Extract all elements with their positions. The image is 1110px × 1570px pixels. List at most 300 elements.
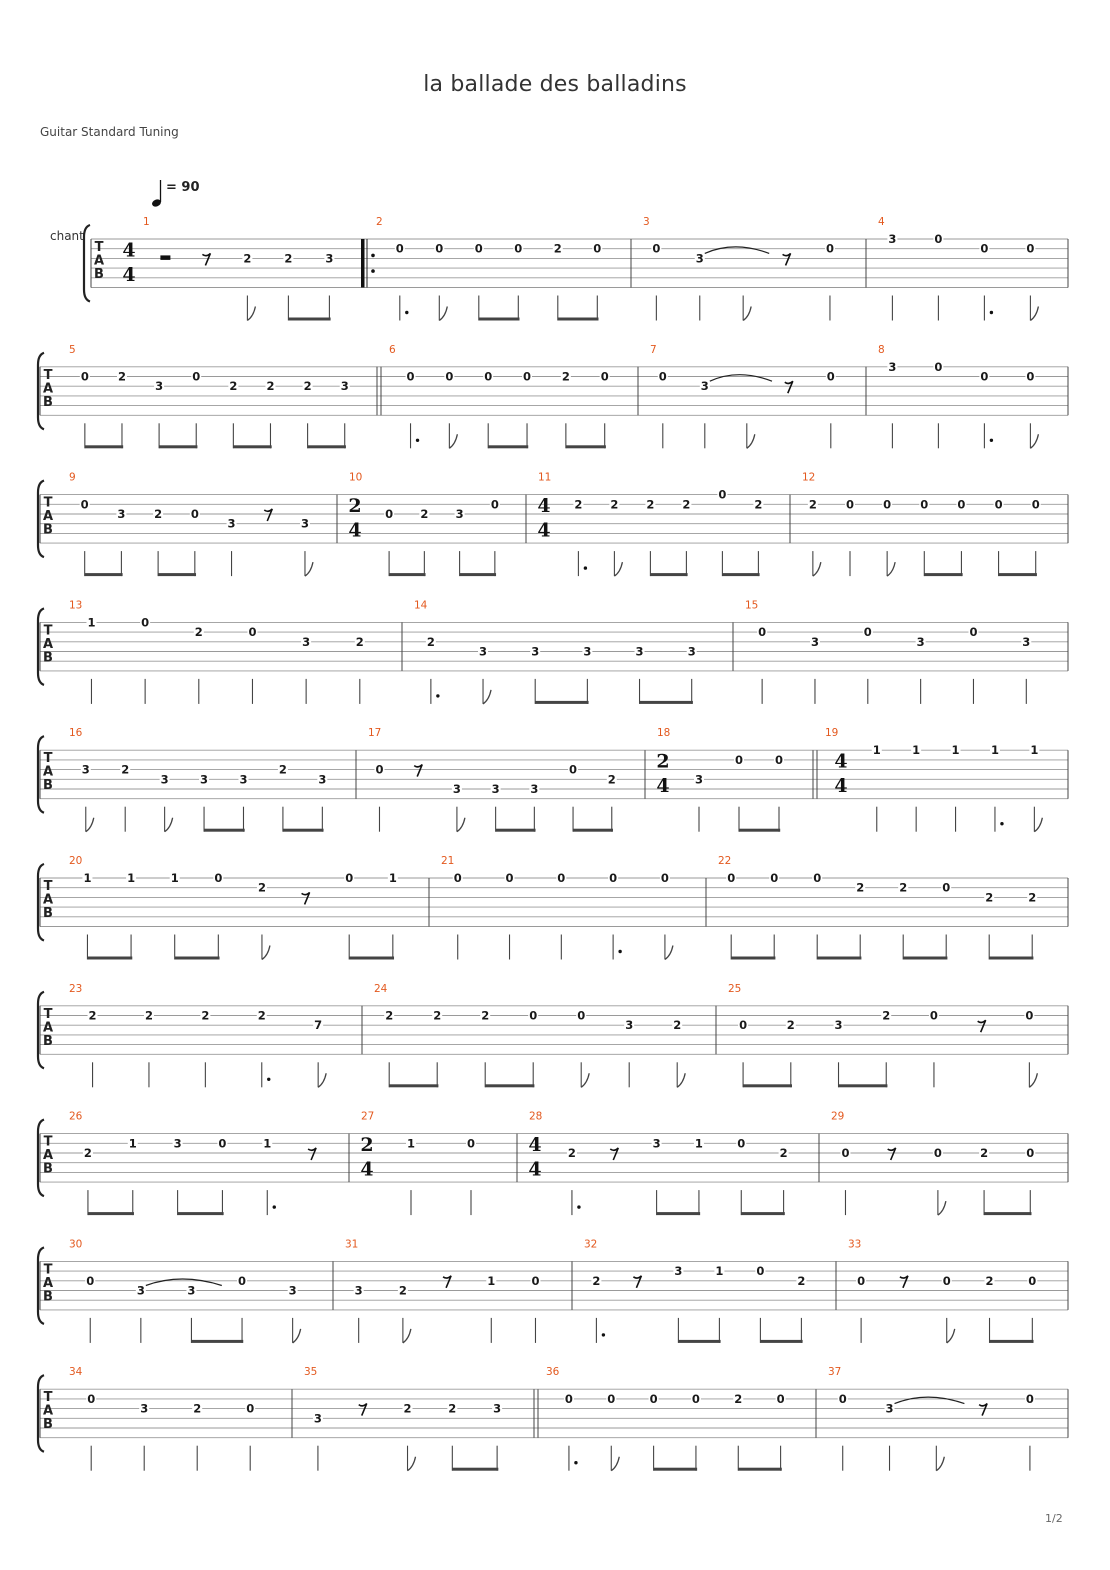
fret-number: 0 <box>484 369 493 384</box>
eighth-rest <box>202 253 210 265</box>
fret-number: 0 <box>942 880 951 895</box>
fret-number: 2 <box>403 1401 412 1416</box>
fret-number: 0 <box>734 752 744 767</box>
fret-number: 3 <box>888 359 897 374</box>
fret-number: 2 <box>266 379 275 394</box>
fret-number: 0 <box>863 625 872 640</box>
fret-number: 3 <box>652 1136 661 1151</box>
fret-number: 3 <box>674 1264 683 1279</box>
fret-number: 1 <box>263 1136 272 1151</box>
fret-number: 2 <box>607 772 616 787</box>
fret-number: 0 <box>845 497 855 512</box>
fret-number: 0 <box>1031 497 1040 512</box>
fret-number: 0 <box>248 625 257 640</box>
dot-augmentation <box>602 1333 605 1336</box>
beam <box>989 957 1033 960</box>
note-flag <box>293 1329 301 1343</box>
time-signature-denominator: 4 <box>537 519 551 542</box>
note-flag <box>457 818 465 832</box>
fret-number: 0 <box>920 497 929 512</box>
fret-number: 3 <box>694 772 704 787</box>
beam <box>722 573 759 576</box>
tab-clef-letter: A <box>42 1020 54 1036</box>
tab-clef-letter: A <box>42 636 54 652</box>
fret-number: 2 <box>592 1273 601 1288</box>
note-flag <box>677 1073 685 1087</box>
fret-number: 0 <box>375 762 384 777</box>
tab-clef-letter: B <box>43 1417 53 1433</box>
fret-number: 0 <box>652 241 661 256</box>
note-flag <box>449 434 457 448</box>
dot-augmentation <box>574 1461 577 1464</box>
fret-number: 2 <box>734 1391 743 1406</box>
fret-number: 0 <box>776 1391 785 1406</box>
tab-clef-letter: A <box>42 892 54 908</box>
beam <box>452 1468 498 1471</box>
fret-number: 0 <box>395 241 404 256</box>
fret-number: 2 <box>567 1146 576 1160</box>
eighth-rest <box>359 1404 367 1416</box>
beam <box>903 957 947 960</box>
beam <box>204 829 245 832</box>
beam <box>88 1212 134 1215</box>
tab-clef-letter: B <box>43 778 53 794</box>
bar-number: 12 <box>802 471 816 484</box>
fret-number: 2 <box>682 497 691 512</box>
fret-number: 2 <box>121 762 130 777</box>
bar-number: 30 <box>69 1238 83 1251</box>
fret-number: 0 <box>557 871 566 885</box>
tab-clef-letter: T <box>43 367 53 383</box>
tab-clef-letter: A <box>93 253 105 269</box>
fret-number: 0 <box>727 871 736 885</box>
fret-number: 0 <box>453 871 462 885</box>
fret-number: 3 <box>834 1018 843 1033</box>
fret-number: 2 <box>88 1008 97 1023</box>
beam <box>924 573 962 576</box>
tab-clef-letter: B <box>43 1289 53 1305</box>
beam <box>283 829 324 832</box>
fret-number: 0 <box>564 1391 573 1406</box>
fret-number: 2 <box>278 762 287 777</box>
fret-number: 0 <box>474 241 483 256</box>
bar-number: 22 <box>718 855 732 867</box>
beam <box>308 445 346 448</box>
fret-number: 0 <box>531 1273 540 1288</box>
fret-number: 1 <box>715 1264 724 1279</box>
beam <box>990 1340 1034 1343</box>
fret-number: 2 <box>257 1008 266 1023</box>
beam <box>817 957 861 960</box>
fret-number: 0 <box>466 1136 476 1151</box>
beam <box>191 1340 243 1343</box>
beam <box>657 1212 701 1215</box>
fret-number: 2 <box>985 1273 994 1288</box>
fret-number: 1 <box>83 871 92 885</box>
tab-clef-letter: B <box>43 394 53 410</box>
bar-number: 4 <box>878 216 885 228</box>
tuning-label: Guitar Standard Tuning <box>40 125 179 139</box>
fret-number: 2 <box>433 1008 442 1023</box>
fret-number: 2 <box>1028 890 1037 905</box>
fret-number: 0 <box>406 369 415 384</box>
fret-number: 2 <box>448 1401 457 1416</box>
fret-number: 1 <box>694 1136 703 1151</box>
fret-number: 3 <box>1022 634 1031 649</box>
fret-number: 3 <box>340 379 349 394</box>
fret-number: 0 <box>385 507 394 521</box>
fret-number: 2 <box>398 1283 407 1298</box>
eighth-rest <box>888 1148 896 1160</box>
fret-number: 3 <box>452 782 461 796</box>
tab-clef-letter: A <box>42 509 54 525</box>
tab-clef-letter: B <box>94 267 104 282</box>
fret-number: 0 <box>957 497 966 512</box>
beam <box>159 445 197 448</box>
fret-number: 0 <box>141 615 150 630</box>
fret-number: 3 <box>687 644 696 659</box>
tab-clef-letter: A <box>42 764 54 780</box>
fret-number: 7 <box>314 1018 323 1033</box>
time-signature-denominator: 4 <box>656 775 670 797</box>
beam <box>460 573 496 576</box>
note-flag <box>439 307 447 321</box>
tab-clef-letter: T <box>94 240 104 255</box>
beam <box>741 1212 785 1215</box>
beam <box>839 1084 888 1087</box>
eighth-rest <box>783 253 791 265</box>
time-signature-numerator: 4 <box>834 750 848 773</box>
fret-number: 0 <box>607 1391 616 1406</box>
beam <box>85 445 123 448</box>
fret-number: 3 <box>530 782 539 796</box>
bar-number: 13 <box>69 599 83 612</box>
fret-number: 3 <box>318 772 327 787</box>
note-flag <box>483 690 491 704</box>
fret-number: 0 <box>1025 1008 1034 1023</box>
note-flag <box>743 307 751 321</box>
eighth-rest <box>414 765 422 777</box>
fret-number: 0 <box>529 1008 538 1023</box>
bar-number: 5 <box>69 343 76 356</box>
system-bracket <box>84 225 90 302</box>
fret-number: 3 <box>885 1401 894 1416</box>
bar-number: 28 <box>529 1110 543 1123</box>
fret-number: 0 <box>1026 241 1035 256</box>
fret-number: 3 <box>916 634 925 649</box>
dot-augmentation <box>584 566 587 569</box>
fret-number: 1 <box>87 615 96 630</box>
fret-number: 2 <box>797 1273 806 1288</box>
fret-number: 1 <box>127 871 136 885</box>
beam <box>984 1212 1031 1215</box>
fret-number: 2 <box>284 251 293 266</box>
fret-number: 3 <box>700 379 709 394</box>
beam <box>485 1084 534 1087</box>
fret-number: 3 <box>288 1283 297 1298</box>
bar-number: 37 <box>828 1366 842 1379</box>
bar-number: 9 <box>69 471 76 484</box>
beam <box>558 318 599 321</box>
fret-number: 3 <box>117 507 126 521</box>
note-flag <box>1034 818 1042 832</box>
beam <box>178 1212 224 1215</box>
eighth-rest <box>900 1276 908 1288</box>
note-flag <box>86 818 94 832</box>
fret-number: 3 <box>227 516 236 531</box>
eighth-rest <box>264 509 272 521</box>
beam <box>158 573 196 576</box>
note-flag <box>305 562 313 576</box>
dot-augmentation <box>1000 822 1003 825</box>
fret-number: 0 <box>238 1273 247 1288</box>
fret-number: 2 <box>808 497 817 512</box>
fret-number: 3 <box>136 1283 145 1298</box>
fret-number: 0 <box>774 752 784 767</box>
tab-clef-letter: T <box>43 495 53 511</box>
bar-number: 19 <box>825 727 839 740</box>
bar-number: 29 <box>831 1110 845 1123</box>
note-flag <box>936 1457 944 1471</box>
fret-number: 0 <box>246 1401 255 1416</box>
note-flag <box>318 1073 326 1087</box>
note-flag <box>938 1201 946 1215</box>
beam <box>760 1340 802 1343</box>
page-number: 1/2 <box>1045 1512 1063 1525</box>
fret-number: 0 <box>1025 1391 1034 1406</box>
note-flag <box>403 1329 411 1343</box>
tab-clef-letter: T <box>43 1134 53 1150</box>
dot-augmentation <box>416 439 419 442</box>
tab-clef-letter: T <box>43 879 53 894</box>
fret-number: 0 <box>577 1008 586 1023</box>
fret-number: 0 <box>929 1008 938 1023</box>
fret-number: 0 <box>825 241 834 256</box>
instrument-name: chant <box>50 229 84 243</box>
fret-number: 0 <box>649 1391 658 1406</box>
fret-number: 2 <box>257 880 266 895</box>
fret-number: 3 <box>160 772 169 787</box>
fret-number: 3 <box>300 516 309 531</box>
fret-number: 2 <box>553 241 562 256</box>
dot-augmentation <box>267 1078 270 1081</box>
fret-number: 0 <box>490 497 499 512</box>
bar-number: 36 <box>546 1366 560 1379</box>
fret-number: 3 <box>200 772 209 787</box>
note-flag <box>165 818 173 832</box>
beam <box>389 573 425 576</box>
bar-number: 3 <box>643 216 650 228</box>
fret-number: 0 <box>218 1136 227 1151</box>
dot-augmentation <box>436 694 439 697</box>
repeat-dot <box>371 254 375 258</box>
fret-number: 3 <box>155 379 164 394</box>
beam <box>566 445 606 448</box>
fret-number: 0 <box>969 625 978 640</box>
beam <box>739 829 780 832</box>
repeat-dot <box>371 269 375 273</box>
note-flag <box>611 1457 619 1471</box>
tab-clef-letter: T <box>43 1262 53 1278</box>
fret-number: 0 <box>841 1146 850 1160</box>
time-signature-numerator: 2 <box>656 750 670 773</box>
fret-number: 3 <box>187 1283 196 1298</box>
beam <box>496 829 536 832</box>
tab-clef-letter: T <box>43 1006 53 1022</box>
fret-number: 1 <box>170 871 179 885</box>
fret-number: 0 <box>739 1018 748 1033</box>
fret-number: 3 <box>140 1401 149 1416</box>
fret-number: 2 <box>985 890 994 905</box>
fret-number: 2 <box>303 379 312 394</box>
fret-number: 3 <box>491 782 500 796</box>
repeat-bar-thick <box>361 239 365 288</box>
fret-number: 2 <box>673 1018 682 1033</box>
bar-number: 35 <box>304 1366 318 1379</box>
note-flag <box>247 307 255 321</box>
bar-number: 32 <box>584 1238 598 1251</box>
fret-number: 0 <box>214 871 223 885</box>
fret-number: 0 <box>883 497 892 512</box>
time-signature-numerator: 2 <box>348 495 362 517</box>
bar-number: 11 <box>538 471 552 484</box>
bar-number: 18 <box>657 727 671 740</box>
fret-number: 3 <box>493 1401 502 1416</box>
fret-number: 2 <box>481 1008 490 1023</box>
tab-clef-letter: A <box>42 1403 54 1419</box>
fret-number: 1 <box>990 743 999 758</box>
fret-number: 0 <box>80 497 89 512</box>
beam <box>175 957 220 960</box>
fret-number: 3 <box>531 644 540 659</box>
fret-number: 3 <box>635 644 644 659</box>
note-flag <box>665 946 673 960</box>
fret-number: 1 <box>406 1136 416 1151</box>
fret-number: 3 <box>354 1283 363 1298</box>
beam <box>349 957 394 960</box>
fret-number: 2 <box>574 497 583 512</box>
fret-number: 0 <box>934 359 943 374</box>
fret-number: 2 <box>83 1146 92 1160</box>
note-flag <box>1030 307 1038 321</box>
bar-number: 20 <box>69 855 83 867</box>
tab-clef-letter: B <box>43 1161 53 1177</box>
fret-number: 1 <box>872 743 881 758</box>
tab-clef-letter: B <box>43 1033 53 1049</box>
fret-number: 0 <box>1028 1273 1037 1288</box>
fret-number: 2 <box>899 880 908 895</box>
fret-number: 0 <box>86 1273 95 1288</box>
fret-number: 0 <box>756 1264 765 1279</box>
fret-number: 0 <box>838 1391 847 1406</box>
fret-number: 0 <box>609 871 618 885</box>
beam <box>731 957 775 960</box>
dot-augmentation <box>990 311 993 314</box>
beam <box>288 318 330 321</box>
bar-number: 17 <box>368 727 382 740</box>
bar-number: 24 <box>374 982 388 995</box>
fret-number: 0 <box>593 241 602 256</box>
eighth-rest <box>978 1020 986 1032</box>
fret-number: 3 <box>239 772 248 787</box>
fret-number: 2 <box>117 369 126 384</box>
fret-number: 2 <box>786 1018 795 1033</box>
tab-clef-letter: B <box>43 522 53 538</box>
tie-arc <box>710 375 772 382</box>
fret-number: 2 <box>420 507 429 521</box>
fret-number: 0 <box>994 497 1003 512</box>
fret-number: 3 <box>81 762 90 777</box>
time-signature-denominator: 4 <box>348 519 362 542</box>
beam <box>479 318 520 321</box>
note-flag <box>747 434 755 448</box>
fret-number: 0 <box>737 1136 746 1151</box>
fret-number: 1 <box>128 1136 137 1151</box>
fret-number: 0 <box>569 762 578 777</box>
beam <box>233 445 271 448</box>
fret-number: 0 <box>192 369 201 384</box>
fret-number: 0 <box>857 1273 866 1288</box>
bar-number: 15 <box>745 599 759 612</box>
fret-number: 0 <box>505 871 514 885</box>
dot-augmentation <box>618 950 621 953</box>
fret-number: 3 <box>810 634 819 649</box>
fret-number: 2 <box>561 369 570 384</box>
fret-number: 2 <box>882 1008 891 1023</box>
fret-number: 0 <box>345 871 354 885</box>
bar-number: 14 <box>414 599 428 612</box>
tab-clef-letter: A <box>42 1275 54 1291</box>
fret-number: 1 <box>951 743 960 758</box>
tab-clef-letter: B <box>43 906 53 921</box>
fret-number: 0 <box>514 241 523 256</box>
dot-augmentation <box>990 439 993 442</box>
time-signature-numerator: 4 <box>537 495 551 517</box>
fret-number: 2 <box>243 251 252 266</box>
eighth-rest <box>633 1276 641 1288</box>
fret-number: 0 <box>718 487 727 502</box>
note-flag <box>813 562 821 576</box>
time-signature-denominator: 4 <box>360 1158 374 1181</box>
fret-number: 1 <box>487 1273 496 1288</box>
fret-number: 3 <box>625 1018 634 1033</box>
fret-number: 0 <box>980 369 989 384</box>
fret-number: 3 <box>455 507 464 521</box>
fret-number: 0 <box>826 369 835 384</box>
bar-number: 27 <box>361 1110 375 1123</box>
eighth-rest <box>308 1148 316 1160</box>
tab-clef-letter: A <box>42 1148 54 1164</box>
bar-number: 21 <box>441 855 455 867</box>
bar-number: 31 <box>345 1238 359 1251</box>
note-flag <box>581 1073 589 1087</box>
fret-number: 3 <box>888 232 897 246</box>
fret-number: 1 <box>912 743 921 758</box>
eighth-rest <box>302 892 310 904</box>
fret-number: 0 <box>942 1273 951 1288</box>
dot-augmentation <box>273 1205 276 1208</box>
time-signature-numerator: 2 <box>360 1134 374 1156</box>
tab-clef-letter: T <box>43 751 53 767</box>
fret-number: 3 <box>302 634 311 649</box>
fret-number: 0 <box>933 1146 942 1160</box>
half-rest <box>160 255 170 260</box>
eighth-rest <box>785 381 793 393</box>
fret-number: 2 <box>194 625 203 640</box>
fret-number: 1 <box>388 871 397 885</box>
fret-number: 0 <box>600 369 609 384</box>
bar-number: 6 <box>389 343 396 356</box>
